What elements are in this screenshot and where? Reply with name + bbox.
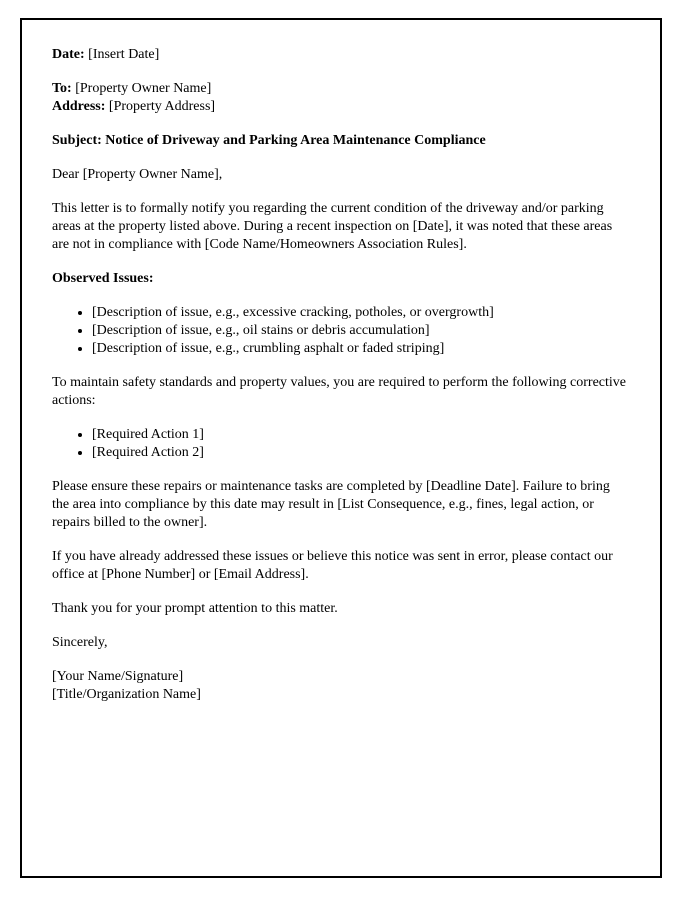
list-item: • [Required Action 1] — [92, 426, 630, 444]
address-field — [52, 98, 630, 116]
letter-document — [20, 18, 662, 878]
subject-line: Subject: Notice of Driveway and Parking Area Maintenance Compliance — [52, 133, 486, 148]
address-value: [Property Address] — [108, 99, 216, 114]
deadline-paragraph: Please ensure these repairs or maintenance tasks are completed by [Deadline Date]. Failure to bring the area into compliance by this date may result in [List Consequence, e.g., fines, legal action, or repairs billed to the owner]. — [52, 479, 610, 530]
to-value: [Property Owner Name] — [75, 81, 212, 96]
corrective-intro-paragraph: To maintain safety standards and property values, you are required to perform the following corrective actions: — [52, 375, 626, 408]
to-field — [52, 80, 630, 98]
to-label: To: — [52, 81, 72, 96]
address-label: Address: — [52, 99, 106, 114]
contact-paragraph: If you have already addressed these issues or believe this notice was sent in error, please contact our office at [Phone Number] or [Email Address]. — [52, 549, 613, 582]
date-label: Date: — [52, 47, 85, 62]
closing-line: Sincerely, — [52, 635, 108, 650]
signature-title-line: [Title/Organization Name] — [52, 687, 201, 702]
date-value: [Insert Date] — [88, 47, 160, 62]
signature-name-line: [Your Name/Signature] — [52, 669, 184, 684]
observed-issues-heading: Observed Issues: — [52, 271, 154, 286]
date-field — [52, 46, 630, 64]
list-item: • [Description of issue, e.g., excessive cracking, potholes, or overgrowth] — [92, 304, 630, 322]
list-item: • [Required Action 2] — [92, 444, 630, 462]
salutation: Dear [Property Owner Name], — [52, 167, 223, 182]
signature-block — [52, 668, 630, 704]
required-actions-list — [52, 426, 630, 462]
recipient-block — [52, 80, 630, 116]
list-item: • [Description of issue, e.g., oil stains or debris accumulation] — [92, 322, 630, 340]
observed-issues-list — [52, 304, 630, 358]
thanks-line: Thank you for your prompt attention to this matter. — [52, 601, 338, 616]
intro-paragraph: This letter is to formally notify you regarding the current condition of the driveway and/or parking areas at the property listed above. During a recent inspection on [Date], it was noted that these areas are not in compliance with [Code Name/Homeowners Association Rules]. — [52, 201, 613, 252]
list-item: • [Description of issue, e.g., crumbling asphalt or faded striping] — [92, 340, 630, 358]
